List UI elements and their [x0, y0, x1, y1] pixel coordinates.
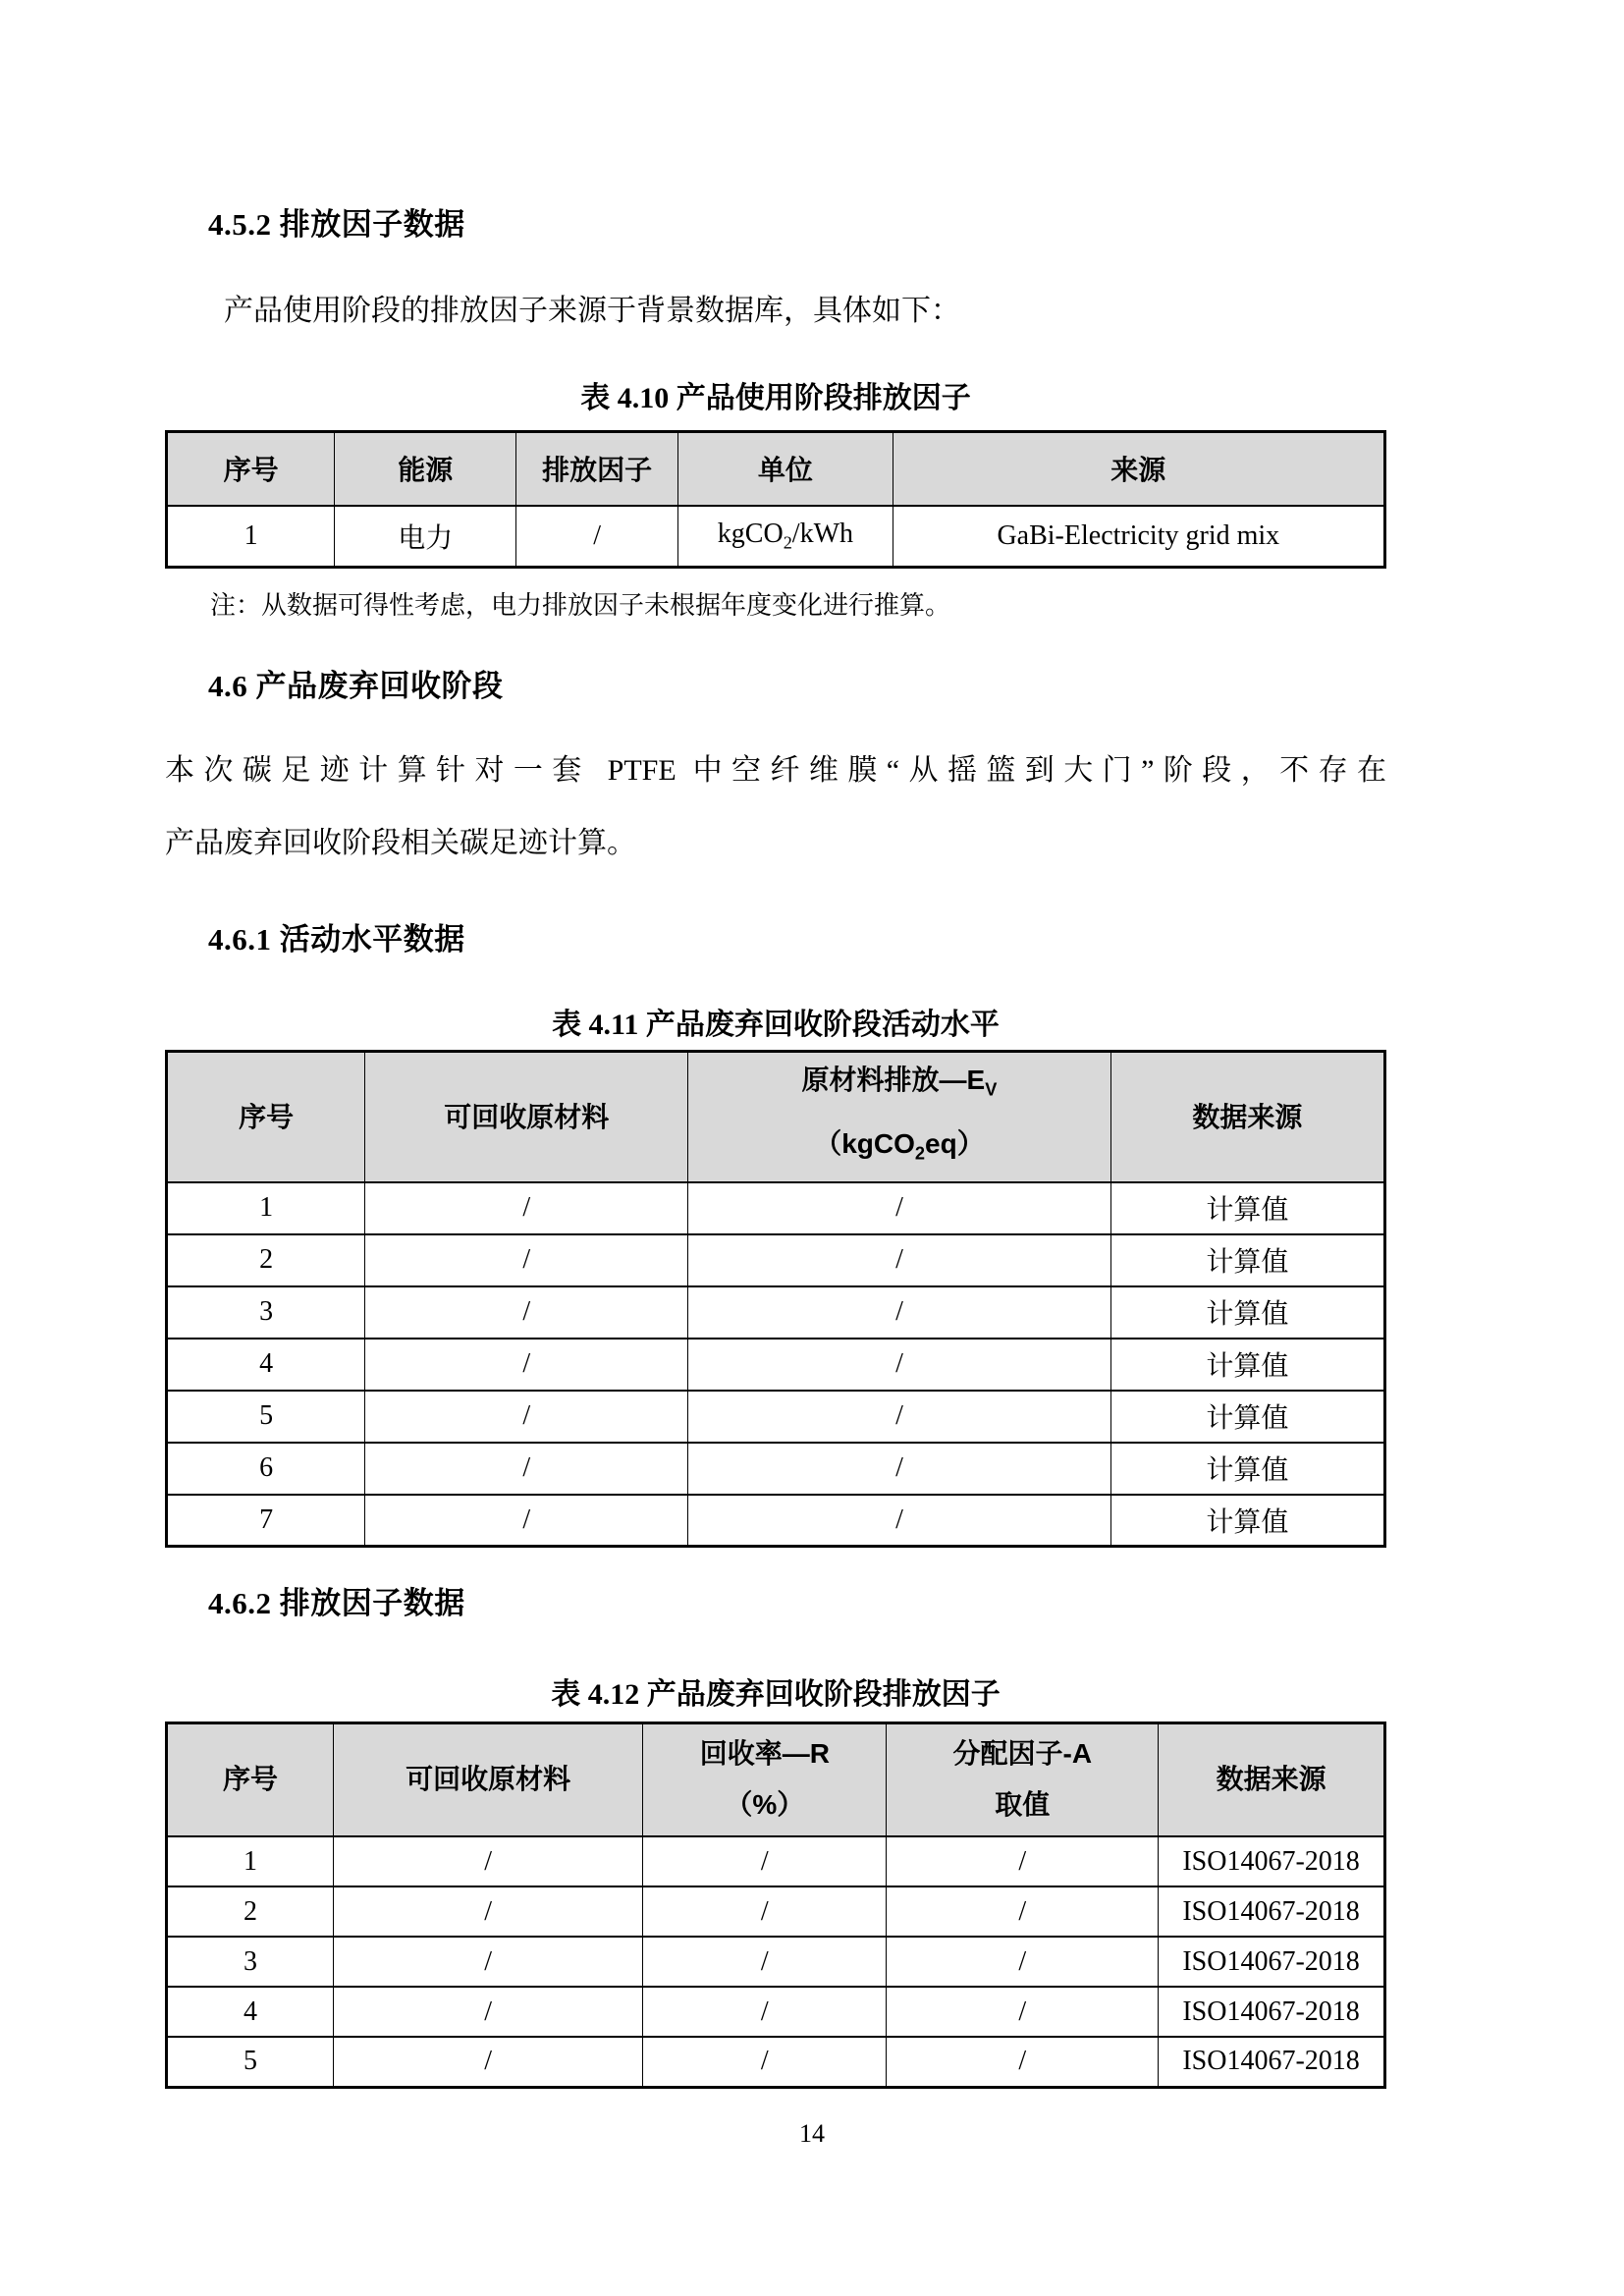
table-row: [167, 1987, 1385, 2037]
table-4-12-wrapper: [165, 1722, 1386, 2089]
column-header-index: 序号: [167, 1722, 334, 1836]
table-cell: /: [365, 1391, 688, 1443]
header-line1: 分配因子-A: [952, 1738, 1093, 1770]
section-heading-4-6-1: 4.6.1 活动水平数据: [208, 921, 465, 957]
column-header-index: 序号: [167, 432, 335, 506]
column-header-allocation-factor: [887, 1722, 1159, 1836]
table-cell: /: [887, 1836, 1159, 1886]
table-row: [167, 1391, 1385, 1443]
paragraph-4-6: [165, 735, 1386, 880]
table-cell: /: [688, 1391, 1111, 1443]
paragraph-4-6-line1: 本次碳足迹计算针对一套 PTFE 中空纤维膜“从摇篮到大门”阶段，不存在: [165, 753, 1386, 787]
table-cell: /: [643, 1836, 887, 1886]
table-cell: /: [365, 1495, 688, 1547]
table-cell: /: [365, 1286, 688, 1339]
table-cell: 4: [167, 1339, 365, 1391]
section-heading-4-6: 4.6 产品废弃回收阶段: [208, 669, 504, 704]
table-cell: /: [643, 1987, 887, 2037]
table-row: [167, 1286, 1385, 1339]
section-heading-4-6-2: 4.6.2 排放因子数据: [208, 1586, 465, 1621]
co2-subscript: 2: [914, 1143, 926, 1164]
paragraph-4-6-line2: 产品废弃回收阶段相关碳足迹计算。: [165, 826, 636, 859]
header-line1: 回收率—R: [699, 1738, 830, 1770]
unit-subscript: 2: [783, 532, 792, 553]
table-cell: /: [688, 1234, 1111, 1286]
table-cell-energy: 电力: [335, 506, 516, 568]
table-cell: /: [365, 1339, 688, 1391]
column-header-energy: 能源: [335, 432, 516, 506]
table-4-10-title: 表 4.10 产品使用阶段排放因子: [580, 382, 971, 415]
table-cell: 计算值: [1110, 1339, 1384, 1391]
table-row: [167, 1836, 1385, 1886]
page-number: 14: [799, 2119, 825, 2148]
table-cell: 2: [167, 1886, 334, 1937]
table-row: [167, 1495, 1385, 1547]
table-cell: /: [334, 1836, 643, 1886]
table-cell: 6: [167, 1443, 365, 1495]
table-cell: 4: [167, 1987, 334, 2037]
table-cell: 计算值: [1110, 1495, 1384, 1547]
table-row: [167, 506, 1385, 568]
table-cell: 1: [167, 1182, 365, 1234]
table-cell: 5: [167, 1391, 365, 1443]
table-cell: /: [887, 2037, 1159, 2087]
table-cell: ISO14067-2018: [1159, 1937, 1385, 1987]
table-cell: /: [334, 1937, 643, 1987]
column-header-recycle-rate: [643, 1722, 887, 1836]
table-cell-index: 1: [167, 506, 335, 568]
table-4-10-header-row: [167, 432, 1385, 506]
header-line2: 取值: [995, 1789, 1051, 1821]
table-row: [167, 1182, 1385, 1234]
table-cell: /: [688, 1182, 1111, 1234]
table-cell: 计算值: [1110, 1391, 1384, 1443]
column-header-data-source: 数据来源: [1159, 1722, 1385, 1836]
table-4-12-header-row: [167, 1722, 1385, 1836]
table-cell: 3: [167, 1937, 334, 1987]
table-4-10-wrapper: [165, 430, 1386, 569]
table-row: [167, 2037, 1385, 2087]
table-cell: ISO14067-2018: [1159, 1886, 1385, 1937]
header-line2: （%）: [725, 1789, 805, 1821]
table-cell: /: [643, 1937, 887, 1987]
paragraph-4-5-2: 产品使用阶段的排放因子来源于背景数据库，具体如下：: [224, 295, 960, 328]
table-cell: 2: [167, 1234, 365, 1286]
table-4-11-title: 表 4.11 产品废弃回收阶段活动水平: [552, 1008, 1000, 1041]
table-4-10: [165, 430, 1386, 569]
table-cell-source: GaBi-Electricity grid mix: [893, 506, 1384, 568]
table-row: [167, 1886, 1385, 1937]
ev-subscript: V: [985, 1079, 998, 1100]
table-row: [167, 1339, 1385, 1391]
table-cell-factor: /: [516, 506, 678, 568]
table-4-11-header-row: [167, 1051, 1385, 1182]
table-4-12-title: 表 4.12 产品废弃回收阶段排放因子: [551, 1677, 1001, 1711]
table-cell: 5: [167, 2037, 334, 2087]
table-4-12: [165, 1722, 1386, 2089]
section-heading-4-5-2: 4.5.2 排放因子数据: [208, 207, 465, 242]
table-row: [167, 1443, 1385, 1495]
table-cell: 计算值: [1110, 1443, 1384, 1495]
table-cell: /: [688, 1495, 1111, 1547]
table-cell: 计算值: [1110, 1182, 1384, 1234]
table-cell: /: [887, 1886, 1159, 1937]
table-cell: /: [365, 1182, 688, 1234]
table-cell-unit: [678, 506, 893, 568]
table-cell: /: [688, 1339, 1111, 1391]
table-cell: /: [643, 2037, 887, 2087]
table-cell: /: [688, 1286, 1111, 1339]
table-cell: /: [334, 1987, 643, 2037]
table-cell: 7: [167, 1495, 365, 1547]
unit-text: kgCO: [717, 519, 784, 550]
table-cell: /: [365, 1234, 688, 1286]
table-4-11-wrapper: [165, 1050, 1386, 1549]
table-cell: 计算值: [1110, 1234, 1384, 1286]
table-cell: /: [688, 1443, 1111, 1495]
table-cell: 1: [167, 1836, 334, 1886]
unit-text-suffix: /kWh: [791, 519, 854, 550]
table-cell: ISO14067-2018: [1159, 1987, 1385, 2037]
column-header-recyclable-material: 可回收原材料: [365, 1051, 688, 1182]
column-header-emission-factor: 排放因子: [516, 432, 678, 506]
column-header-material-emission-ev: [688, 1051, 1111, 1182]
column-header-index: 序号: [167, 1051, 365, 1182]
table-cell: ISO14067-2018: [1159, 1836, 1385, 1886]
table-cell: /: [643, 1886, 887, 1937]
table-cell: /: [365, 1443, 688, 1495]
column-header-data-source: 数据来源: [1110, 1051, 1384, 1182]
table-row: [167, 1937, 1385, 1987]
table-4-10-note: 注：从数据可得性考虑，电力排放因子未根据年度变化进行推算。: [210, 591, 951, 621]
table-cell: ISO14067-2018: [1159, 2037, 1385, 2087]
column-header-unit: 单位: [678, 432, 893, 506]
column-header-source: 来源: [893, 432, 1384, 506]
table-4-11: [165, 1050, 1386, 1549]
header-line2: （kgCO$_2$eq）: [814, 1128, 985, 1164]
table-cell: /: [334, 1886, 643, 1937]
table-cell: /: [887, 1937, 1159, 1987]
table-cell: /: [887, 1987, 1159, 2037]
table-cell: 计算值: [1110, 1286, 1384, 1339]
table-cell: 3: [167, 1286, 365, 1339]
table-row: [167, 1234, 1385, 1286]
column-header-recyclable-material: 可回收原材料: [334, 1722, 643, 1836]
table-cell: /: [334, 2037, 643, 2087]
header-line1: 原材料排放$—E_V$: [801, 1064, 998, 1100]
